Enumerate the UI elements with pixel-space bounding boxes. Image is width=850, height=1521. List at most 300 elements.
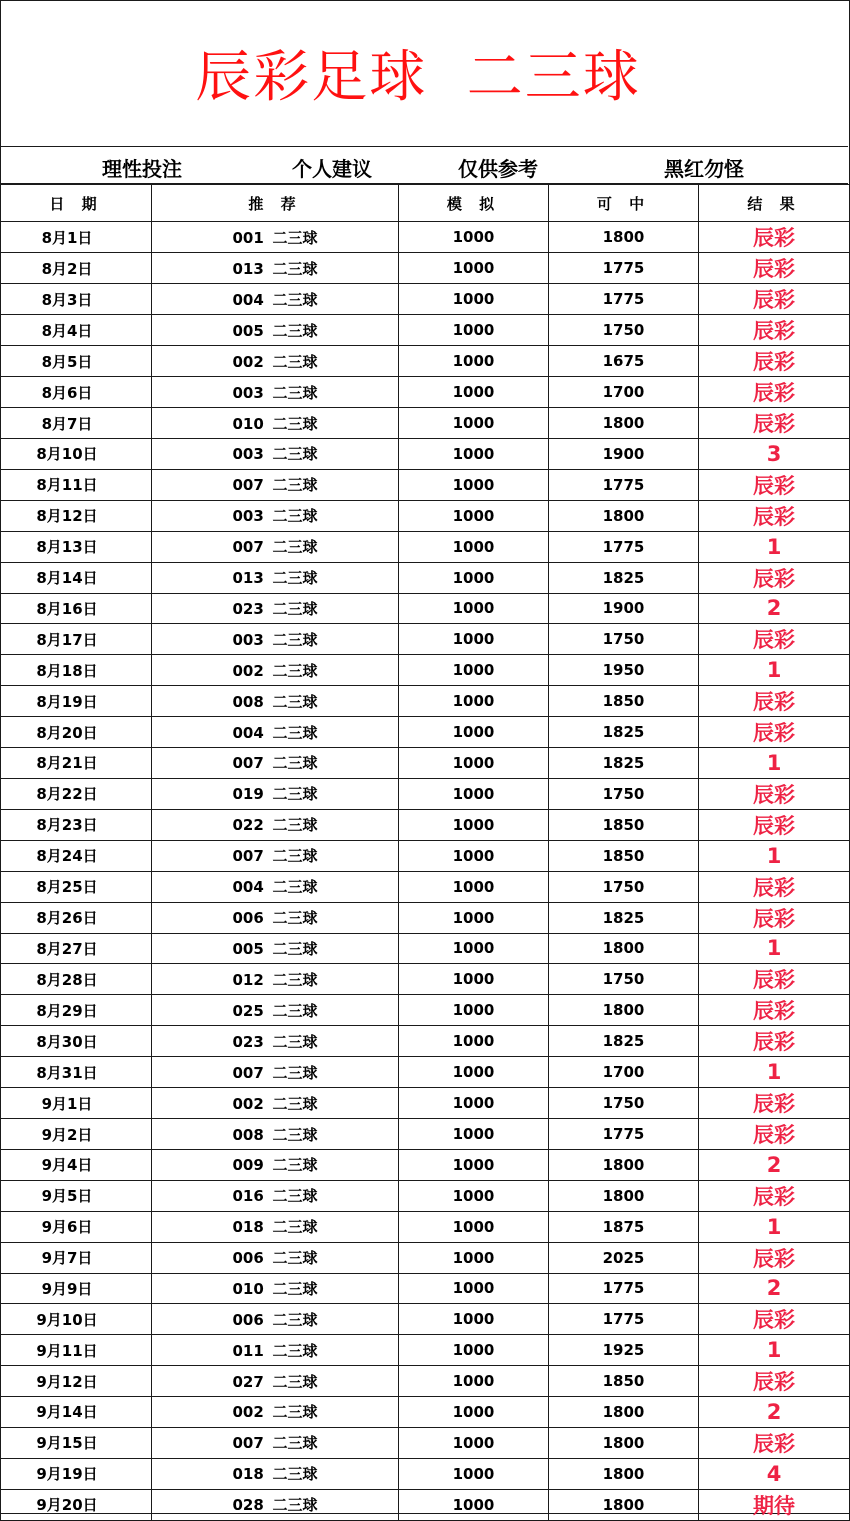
cell-stake: 1000 [399, 284, 549, 315]
pick-number: 023 [232, 1032, 264, 1051]
pick-type: 二三球 [272, 1218, 318, 1237]
slogan-1: 理性投注 [102, 157, 182, 181]
cell-result: 辰彩 [699, 284, 850, 315]
table-row [1, 562, 850, 593]
cell-date: 9月7日 [1, 1242, 152, 1273]
cell-result: 1 [699, 1335, 850, 1366]
cell-recommend [152, 1211, 399, 1242]
cell-recommend [152, 1057, 399, 1088]
cell-payout: 1750 [549, 964, 699, 995]
cell-date: 9月1日 [1, 1088, 152, 1119]
cell-payout: 1775 [549, 284, 699, 315]
table-row [1, 1304, 850, 1335]
cell-result: 辰彩 [699, 1180, 850, 1211]
cell-recommend [152, 1489, 399, 1520]
pick-type: 二三球 [272, 1496, 318, 1514]
table-row [1, 933, 850, 964]
table-row [1, 748, 850, 779]
cell-payout: 1775 [549, 1304, 699, 1335]
cell-date: 9月15日 [1, 1427, 152, 1458]
pick-type: 二三球 [272, 1279, 318, 1298]
cell-result: 1 [699, 840, 850, 871]
cell-date: 8月22日 [1, 778, 152, 809]
cell-date: 9月9日 [1, 1273, 152, 1304]
cell-recommend [152, 809, 399, 840]
pick-number: 022 [232, 816, 264, 835]
cell-stake: 1000 [399, 995, 549, 1026]
cell-result: 辰彩 [699, 1242, 850, 1273]
pick-number: 007 [232, 754, 264, 773]
table-row [1, 1458, 850, 1489]
pick-number: 027 [232, 1372, 264, 1391]
cell-payout: 1775 [549, 253, 699, 284]
cell-date: 9月19日 [1, 1458, 152, 1489]
cell-recommend [152, 1397, 399, 1428]
cell-stake: 1000 [399, 624, 549, 655]
pick-type: 二三球 [272, 1001, 318, 1020]
table-row [1, 1088, 850, 1119]
pick-number: 019 [232, 785, 264, 804]
pick-number: 003 [232, 630, 264, 649]
pick-type: 二三球 [272, 1032, 318, 1051]
cell-date: 8月14日 [1, 562, 152, 593]
pick-type: 二三球 [272, 1249, 318, 1267]
cell-payout: 1825 [549, 902, 699, 933]
header-payout: 可 中 [549, 185, 699, 222]
table-row [1, 1366, 850, 1397]
cell-result: 辰彩 [699, 469, 850, 500]
pick-type: 二三球 [272, 507, 318, 526]
cell-date: 8月12日 [1, 500, 152, 531]
cell-recommend [152, 1366, 399, 1397]
cell-result: 辰彩 [699, 500, 850, 531]
cell-stake: 1000 [399, 717, 549, 748]
cell-date: 8月17日 [1, 624, 152, 655]
pick-number: 005 [232, 321, 264, 340]
table-row [1, 1273, 850, 1304]
cell-date: 9月10日 [1, 1304, 152, 1335]
cell-result: 辰彩 [699, 809, 850, 840]
pick-number: 006 [232, 1249, 264, 1267]
cell-date: 9月2日 [1, 1119, 152, 1150]
header-recommend: 推 荐 [152, 185, 399, 222]
cell-recommend [152, 253, 399, 284]
cell-payout: 1675 [549, 346, 699, 377]
cell-result: 辰彩 [699, 1304, 850, 1335]
cell-payout: 2025 [549, 1242, 699, 1273]
cell-date: 8月2日 [1, 253, 152, 284]
cell-recommend [152, 902, 399, 933]
cell-stake: 1000 [399, 964, 549, 995]
cell-recommend [152, 1427, 399, 1458]
pick-type: 二三球 [272, 569, 318, 587]
cell-stake: 1000 [399, 809, 549, 840]
cell-stake: 1000 [399, 1026, 549, 1057]
table-row [1, 531, 850, 562]
pick-type: 二三球 [272, 909, 318, 927]
pick-number: 007 [232, 1063, 264, 1082]
pick-number: 023 [232, 599, 264, 618]
pick-number: 016 [232, 1187, 264, 1206]
cell-stake: 1000 [399, 593, 549, 624]
cell-recommend [152, 1242, 399, 1273]
pick-number: 028 [232, 1496, 264, 1514]
cell-result: 辰彩 [699, 1088, 850, 1119]
pick-number: 003 [232, 445, 264, 464]
cell-payout: 1800 [549, 1458, 699, 1489]
cell-payout: 1775 [549, 1273, 699, 1304]
pick-type: 二三球 [272, 599, 318, 618]
table-row [1, 840, 850, 871]
cell-date: 9月4日 [1, 1150, 152, 1181]
table-row [1, 408, 850, 439]
cell-date: 9月5日 [1, 1180, 152, 1211]
cell-date: 9月20日 [1, 1489, 152, 1520]
cell-result: 3 [699, 439, 850, 470]
pick-type: 二三球 [272, 723, 318, 742]
cell-date: 9月14日 [1, 1397, 152, 1428]
cell-date: 8月13日 [1, 531, 152, 562]
cell-date: 9月6日 [1, 1211, 152, 1242]
cell-stake: 1000 [399, 377, 549, 408]
table-row [1, 809, 850, 840]
cell-date: 8月3日 [1, 284, 152, 315]
cell-result: 1 [699, 655, 850, 686]
cell-stake: 1000 [399, 871, 549, 902]
table-row [1, 469, 850, 500]
cell-stake: 1000 [399, 531, 549, 562]
cell-recommend [152, 1088, 399, 1119]
cell-stake: 1000 [399, 1366, 549, 1397]
cell-result: 期待 [699, 1489, 850, 1520]
cell-recommend [152, 1273, 399, 1304]
cell-stake: 1000 [399, 439, 549, 470]
cell-recommend [152, 778, 399, 809]
cell-stake: 1000 [399, 840, 549, 871]
cell-recommend [152, 1180, 399, 1211]
pick-type: 二三球 [272, 476, 318, 495]
cell-result: 1 [699, 1057, 850, 1088]
pick-number: 009 [232, 1156, 264, 1175]
table-row [1, 1057, 850, 1088]
cell-stake: 1000 [399, 1211, 549, 1242]
cell-date: 8月26日 [1, 902, 152, 933]
header-row [1, 185, 850, 222]
cell-recommend [152, 1026, 399, 1057]
pick-number: 004 [232, 878, 264, 896]
cell-stake: 1000 [399, 562, 549, 593]
cell-recommend [152, 686, 399, 717]
pick-type: 二三球 [272, 1434, 318, 1453]
cell-stake: 1000 [399, 1088, 549, 1119]
cell-stake: 1000 [399, 408, 549, 439]
cell-result: 辰彩 [699, 346, 850, 377]
cell-date: 8月7日 [1, 408, 152, 439]
table-row [1, 1211, 850, 1242]
pick-number: 002 [232, 1094, 264, 1113]
pick-number: 006 [232, 1310, 264, 1329]
cell-date: 8月6日 [1, 377, 152, 408]
cell-recommend [152, 871, 399, 902]
cell-result: 辰彩 [699, 871, 850, 902]
cell-result: 辰彩 [699, 778, 850, 809]
cell-recommend [152, 840, 399, 871]
cell-stake: 1000 [399, 902, 549, 933]
cell-stake: 1000 [399, 469, 549, 500]
header-result: 结 果 [699, 185, 850, 222]
cell-result: 辰彩 [699, 995, 850, 1026]
cell-payout: 1900 [549, 439, 699, 470]
cell-date: 8月24日 [1, 840, 152, 871]
pick-type: 二三球 [272, 290, 318, 309]
cell-stake: 1000 [399, 222, 549, 253]
cell-result: 1 [699, 748, 850, 779]
cell-recommend [152, 1458, 399, 1489]
cell-payout: 1700 [549, 377, 699, 408]
cell-stake: 1000 [399, 1057, 549, 1088]
cell-payout: 1825 [549, 562, 699, 593]
cell-result: 辰彩 [699, 686, 850, 717]
slogan-row [0, 147, 848, 184]
table-row [1, 593, 850, 624]
pick-number: 007 [232, 538, 264, 557]
cell-date: 9月12日 [1, 1366, 152, 1397]
cell-recommend [152, 531, 399, 562]
cell-stake: 1000 [399, 1242, 549, 1273]
pick-type: 二三球 [272, 970, 318, 989]
pick-number: 008 [232, 692, 264, 711]
cell-payout: 1800 [549, 500, 699, 531]
pick-number: 003 [232, 507, 264, 526]
cell-recommend [152, 315, 399, 346]
pick-number: 001 [232, 228, 264, 247]
cell-recommend [152, 1119, 399, 1150]
cell-date: 8月19日 [1, 686, 152, 717]
table-row [1, 871, 850, 902]
cell-result: 辰彩 [699, 902, 850, 933]
cell-recommend [152, 655, 399, 686]
cell-payout: 1800 [549, 408, 699, 439]
pick-type: 二三球 [272, 1465, 318, 1484]
pick-number: 011 [232, 1341, 264, 1360]
table-row [1, 778, 850, 809]
pick-type: 二三球 [272, 1310, 318, 1329]
cell-result: 辰彩 [699, 964, 850, 995]
table-row [1, 377, 850, 408]
cell-payout: 1950 [549, 655, 699, 686]
pick-type: 二三球 [272, 538, 318, 557]
cell-payout: 1800 [549, 1427, 699, 1458]
pick-type: 二三球 [272, 939, 318, 958]
pick-type: 二三球 [272, 692, 318, 711]
table-row [1, 686, 850, 717]
pick-type: 二三球 [272, 383, 318, 402]
table-row [1, 1427, 850, 1458]
pick-number: 007 [232, 476, 264, 495]
cell-payout: 1750 [549, 778, 699, 809]
title-area [0, 0, 848, 147]
cell-payout: 1925 [549, 1335, 699, 1366]
pick-number: 005 [232, 939, 264, 958]
pick-type: 二三球 [272, 414, 318, 433]
cell-date: 8月10日 [1, 439, 152, 470]
table-body [1, 222, 850, 1521]
cell-stake: 1000 [399, 1489, 549, 1520]
cell-result: 辰彩 [699, 717, 850, 748]
pick-type: 二三球 [272, 847, 318, 866]
cell-result: 辰彩 [699, 562, 850, 593]
table-row [1, 1180, 850, 1211]
pick-type: 二三球 [272, 878, 318, 896]
cell-result: 辰彩 [699, 1366, 850, 1397]
cell-recommend [152, 408, 399, 439]
page-title: 辰彩足球 二三球 [195, 45, 641, 110]
header-stake: 模 拟 [399, 185, 549, 222]
pick-type: 二三球 [272, 1125, 318, 1144]
cell-recommend [152, 439, 399, 470]
cell-recommend [152, 1335, 399, 1366]
cell-date: 8月11日 [1, 469, 152, 500]
pick-number: 010 [232, 414, 264, 433]
cell-result: 2 [699, 1273, 850, 1304]
pick-type: 二三球 [272, 630, 318, 649]
pick-type: 二三球 [272, 1063, 318, 1082]
cell-stake: 1000 [399, 1427, 549, 1458]
table-row [1, 1489, 850, 1520]
cell-stake: 1000 [399, 748, 549, 779]
cell-recommend [152, 624, 399, 655]
cell-result: 辰彩 [699, 1119, 850, 1150]
cell-payout: 1825 [549, 748, 699, 779]
cell-stake: 1000 [399, 346, 549, 377]
cell-payout: 1775 [549, 469, 699, 500]
cell-result: 1 [699, 933, 850, 964]
cell-payout: 1850 [549, 686, 699, 717]
table-row [1, 902, 850, 933]
cell-payout: 1850 [549, 809, 699, 840]
cell-payout: 1800 [549, 1150, 699, 1181]
cell-date: 8月23日 [1, 809, 152, 840]
cell-date: 8月18日 [1, 655, 152, 686]
cell-result: 辰彩 [699, 408, 850, 439]
pick-number: 013 [232, 259, 264, 278]
cell-payout: 1850 [549, 1366, 699, 1397]
cell-stake: 1000 [399, 1150, 549, 1181]
table-row [1, 1119, 850, 1150]
cell-payout: 1800 [549, 1489, 699, 1520]
pick-number: 002 [232, 352, 264, 371]
cell-payout: 1800 [549, 933, 699, 964]
cell-date: 8月21日 [1, 748, 152, 779]
table-row [1, 1150, 850, 1181]
pick-number: 008 [232, 1125, 264, 1144]
cell-recommend [152, 995, 399, 1026]
pick-number: 018 [232, 1465, 264, 1484]
pick-type: 二三球 [272, 1403, 318, 1422]
cell-payout: 1825 [549, 1026, 699, 1057]
cell-recommend [152, 748, 399, 779]
cell-payout: 1775 [549, 531, 699, 562]
cell-payout: 1900 [549, 593, 699, 624]
cell-date: 9月11日 [1, 1335, 152, 1366]
cell-date: 8月27日 [1, 933, 152, 964]
pick-number: 003 [232, 383, 264, 402]
cell-result: 辰彩 [699, 1026, 850, 1057]
pick-type: 二三球 [272, 1341, 318, 1360]
table-row [1, 964, 850, 995]
cell-recommend [152, 377, 399, 408]
cell-recommend [152, 469, 399, 500]
cell-payout: 1800 [549, 995, 699, 1026]
table-row [1, 655, 850, 686]
table-row [1, 1242, 850, 1273]
cell-payout: 1700 [549, 1057, 699, 1088]
pick-type: 二三球 [272, 1094, 318, 1113]
cell-date: 8月1日 [1, 222, 152, 253]
cell-payout: 1750 [549, 871, 699, 902]
cell-payout: 1800 [549, 1180, 699, 1211]
slogan-4: 黑红勿怪 [664, 157, 744, 181]
cell-stake: 1000 [399, 1304, 549, 1335]
pick-type: 二三球 [272, 754, 318, 773]
cell-stake: 1000 [399, 1335, 549, 1366]
cell-recommend [152, 1150, 399, 1181]
slogan-2: 个人建议 [292, 157, 372, 181]
cell-stake: 1000 [399, 1458, 549, 1489]
table-row [1, 995, 850, 1026]
table-row [1, 346, 850, 377]
pick-type: 二三球 [272, 321, 318, 340]
pick-number: 013 [232, 569, 264, 587]
cell-recommend [152, 933, 399, 964]
pick-number: 006 [232, 909, 264, 927]
pick-number: 004 [232, 290, 264, 309]
cell-date: 8月16日 [1, 593, 152, 624]
table-row [1, 1335, 850, 1366]
cell-payout: 1800 [549, 222, 699, 253]
cell-stake: 1000 [399, 500, 549, 531]
cell-result: 辰彩 [699, 253, 850, 284]
cell-stake: 1000 [399, 1273, 549, 1304]
pick-number: 007 [232, 847, 264, 866]
cell-payout: 1750 [549, 315, 699, 346]
table-row [1, 315, 850, 346]
cell-date: 8月5日 [1, 346, 152, 377]
cell-stake: 1000 [399, 315, 549, 346]
cell-stake: 1000 [399, 655, 549, 686]
cell-stake: 1000 [399, 253, 549, 284]
table-row [1, 284, 850, 315]
cell-date: 8月28日 [1, 964, 152, 995]
cell-stake: 1000 [399, 778, 549, 809]
cell-date: 8月29日 [1, 995, 152, 1026]
cell-date: 8月25日 [1, 871, 152, 902]
cell-recommend [152, 964, 399, 995]
cell-result: 2 [699, 1150, 850, 1181]
cell-result: 4 [699, 1458, 850, 1489]
cell-payout: 1850 [549, 840, 699, 871]
cell-date: 8月20日 [1, 717, 152, 748]
pick-number: 010 [232, 1279, 264, 1298]
cell-stake: 1000 [399, 686, 549, 717]
cell-stake: 1000 [399, 933, 549, 964]
cell-recommend [152, 1304, 399, 1335]
cell-recommend [152, 222, 399, 253]
pick-type: 二三球 [272, 1156, 318, 1175]
cell-result: 辰彩 [699, 377, 850, 408]
pick-type: 二三球 [272, 259, 318, 278]
cell-result: 辰彩 [699, 624, 850, 655]
